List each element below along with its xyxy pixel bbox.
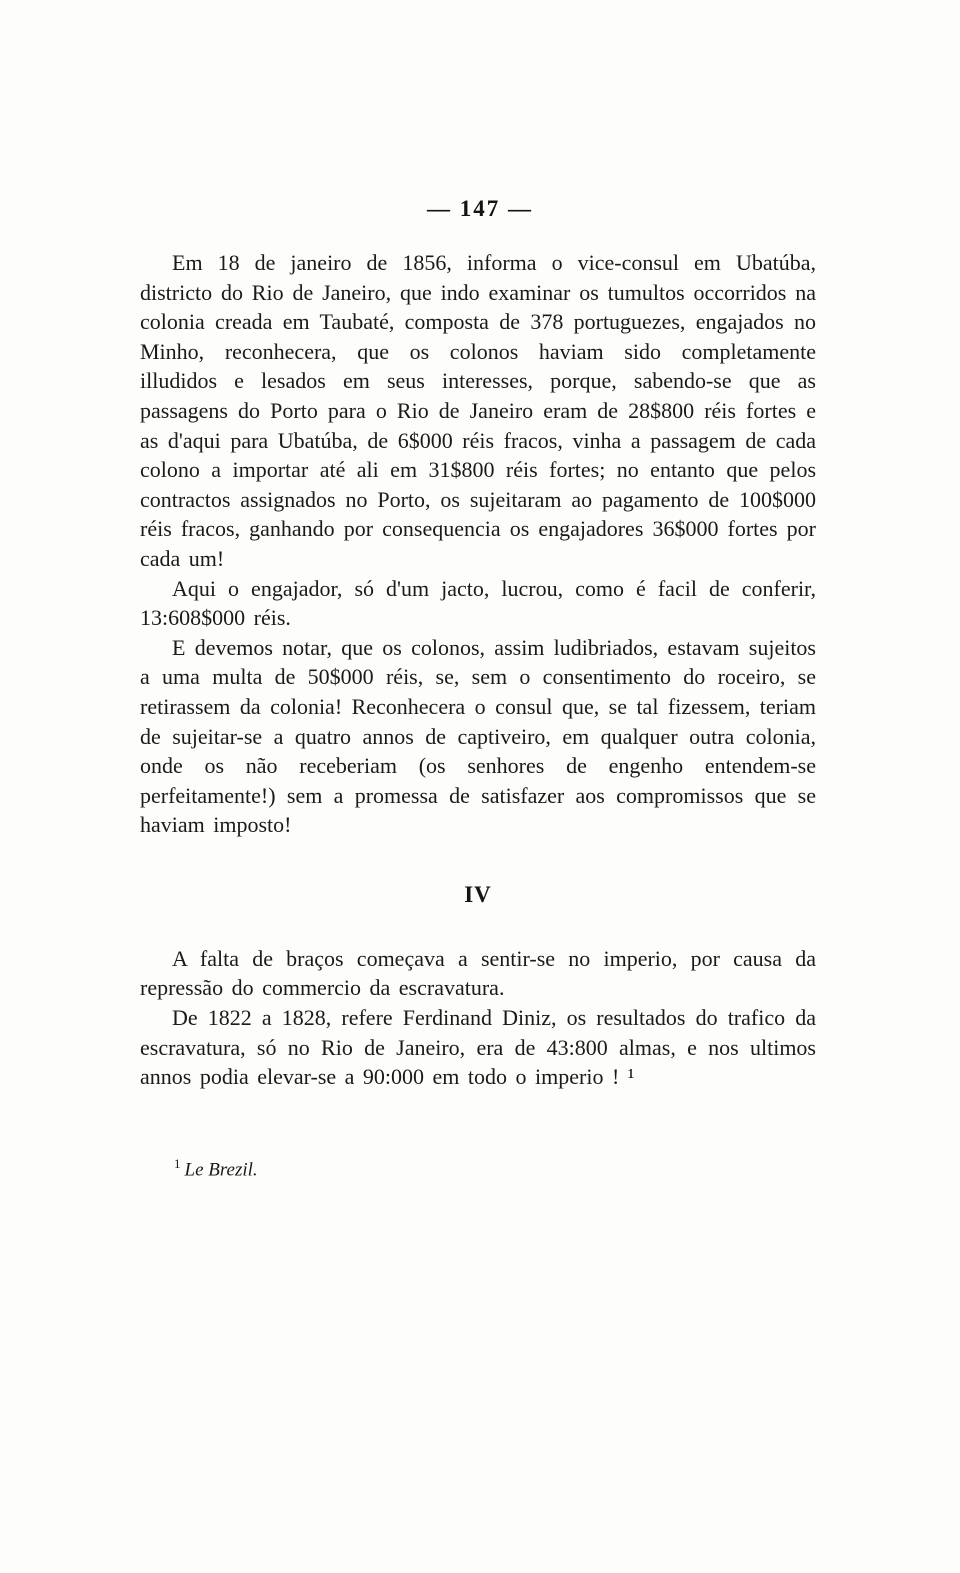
page-number: — 147 — bbox=[427, 196, 533, 221]
paragraph: Em 18 de janeiro de 1856, informa o vice-consul em Ubatúba, districto do Rio de Janeiro, que indo examinar os tumultos occorridos na colonia creada em Taubaté, composta de 378 portuguezes, engajados no Minho, reconhecera, que os colonos haviam sido completamente illudidos e lesados em seus interesses, porque, sabendo-se que as passagens do Porto para o Rio de Janeiro eram de 28$800 réis fortes e as d'aqui para Ubatúba, de 6$000 réis fracos, vinha a passagem de cada colono a importar até ali em 31$800 réis fortes; no entanto que pelos contractos assignados no Porto, os sujeitaram ao pagamento de 100$000 réis fracos, ganhando por consequencia os engajadores 36$000 fortes por cada um! bbox=[140, 250, 816, 571]
text-block bbox=[140, 248, 816, 1182]
footnote-marker: 1 bbox=[174, 1155, 181, 1171]
section-heading: IV bbox=[464, 881, 492, 907]
paragraph: A falta de braços começava a sentir-se no imperio, por causa da repressão do commercio da escravatura. bbox=[140, 945, 816, 1001]
footnote bbox=[140, 1152, 816, 1182]
paragraph: De 1822 a 1828, refere Ferdinand Diniz, os resultados do trafico da escravatura, só no Rio de Janeiro, era de 43:800 almas, e nos ultimos annos podia elevar-se a 90:000 em todo o imperio ! ¹ bbox=[140, 1005, 816, 1090]
footnote-text: Le Brezil. bbox=[184, 1159, 258, 1181]
paragraph: Aqui o engajador, só d'um jacto, lucrou, como é facil de conferir, 13:608$000 réis. bbox=[140, 575, 816, 631]
paragraph: E devemos notar, que os colonos, assim ludibriados, estavam sujeitos a uma multa de 50$000 réis, se, sem o consentimento do roceiro, se retirassem da colonia! Reconhecera o consul que, se tal fizessem, teriam de sujeitar-se a quatro annos de captiveiro, em qualquer outra colonia, onde os não receberiam (os senhores de engenho entendem-se perfeitamente!) sem a promessa de satisfazer aos compromissos que se haviam imposto! bbox=[140, 634, 816, 838]
